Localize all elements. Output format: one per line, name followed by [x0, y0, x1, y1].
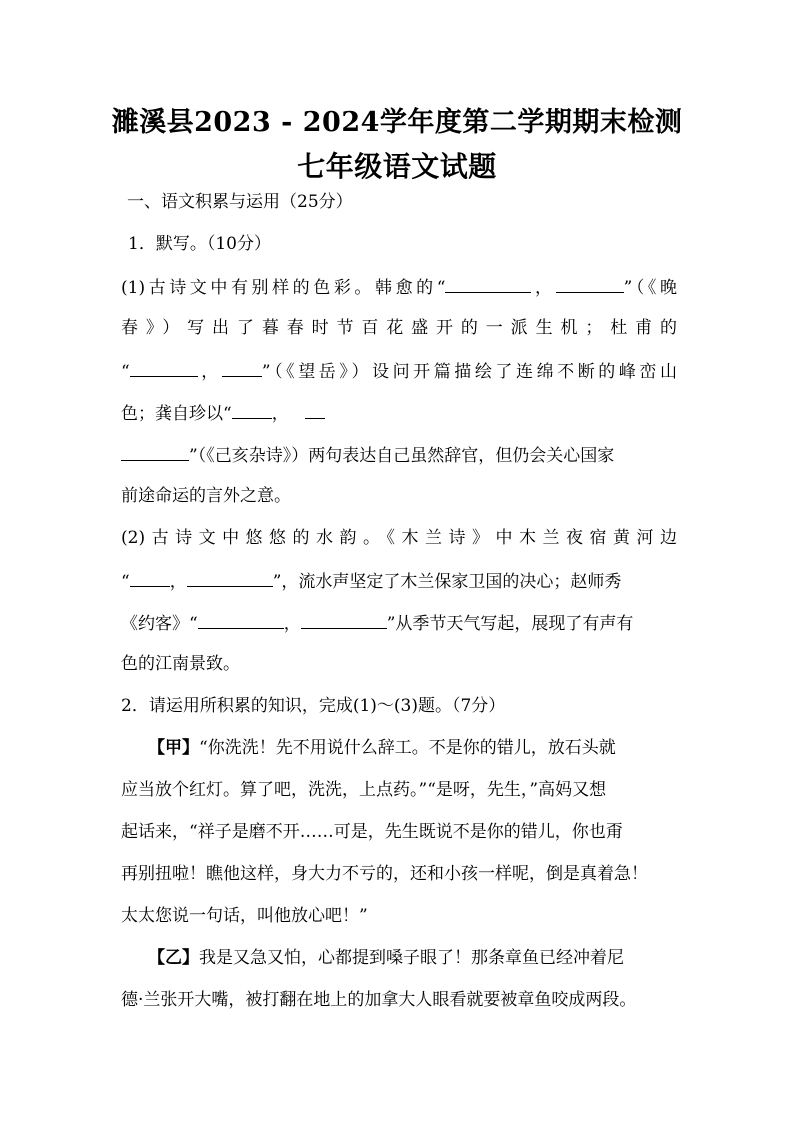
q1-part2-line3: 《约客》“ ， ”从季节天气写起，展现了有声有 [121, 610, 677, 636]
passage-yi-line2: 德·兰张开大嘴，被打翻在地上的加拿大人眼看就要被章鱼咬成两段。 [121, 990, 637, 1010]
passage-jia-line4: 再别扭啦！瞧他这样，身大力不亏的，还和小孩一样呢，倒是真着急！ [121, 864, 648, 884]
passage-yi-label: 【乙】 [148, 948, 199, 968]
passage-jia-line1: 【甲】“你洗洗！先不用说什么辞工。不是你的错儿，放石头就 [148, 738, 616, 758]
answer-blank[interactable] [556, 274, 624, 293]
answer-blank[interactable] [305, 400, 325, 419]
q1-part1-line1: (1)古诗文中有别样的色彩。韩愈的“ ， ”（《晚 [121, 274, 677, 300]
question-1-heading: 1．默写。（10分） [128, 234, 271, 254]
passage-jia-line5: 太太您说一句话，叫他放心吧！” [121, 906, 368, 926]
answer-blank[interactable] [130, 358, 198, 377]
answer-blank[interactable] [301, 610, 387, 629]
passage-yi-line1: 【乙】我是又急又怕，心都提到嗓子眼了！那条章鱼已经冲着尼 [148, 948, 624, 968]
passage-jia-label: 【甲】 [148, 738, 199, 758]
q1-part2-line1: (2)古诗文中悠悠的水韵。《木兰诗》中木兰夜宿黄河边 [121, 528, 677, 548]
question-2-heading: 2．请运用所积累的知识，完成(1)～(3)题。（7分） [121, 696, 506, 716]
answer-blank[interactable] [232, 400, 272, 419]
passage-jia-line3: 起话来，“祥子是磨不开……可是，先生既说不是你的错儿，你也甭 [121, 822, 623, 842]
q1-part1-line3: “ ， ”（《望岳》）设问开篇描绘了连绵不断的峰峦山 [121, 358, 677, 384]
q1-part1-line5: ”（《己亥杂诗》）两句表达自己虽然辞官，但仍会关心国家 [121, 442, 677, 468]
passage-jia-line2: 应当放个红灯。算了吧，洗洗，上点药。”“是呀，先生，”高妈又想 [121, 780, 607, 800]
exam-title: 濉溪县2023 - 2024学年度第二学期期末检测 [111, 107, 683, 138]
answer-blank[interactable] [130, 568, 170, 587]
q1-part1-line4: 色；龚自珍以“ ， [121, 400, 677, 426]
answer-blank[interactable] [121, 442, 189, 461]
answer-blank[interactable] [187, 568, 273, 587]
exam-subtitle: 七年级语文试题 [297, 150, 497, 183]
q1-part1-line2: 春》）写出了暮春时节百花盛开的一派生机；杜甫的 [121, 318, 677, 338]
section-heading: 一、语文积累与运用（25分） [127, 192, 353, 212]
answer-blank[interactable] [198, 610, 284, 629]
q1-part1-line6: 前途命运的言外之意。 [121, 486, 291, 506]
q1-part2-line4: 色的江南景致。 [121, 654, 240, 674]
q1-part2-line2: “ ， ”，流水声坚定了木兰保家卫国的决心；赵师秀 [121, 568, 677, 594]
answer-blank[interactable] [445, 274, 531, 293]
answer-blank[interactable] [222, 358, 262, 377]
